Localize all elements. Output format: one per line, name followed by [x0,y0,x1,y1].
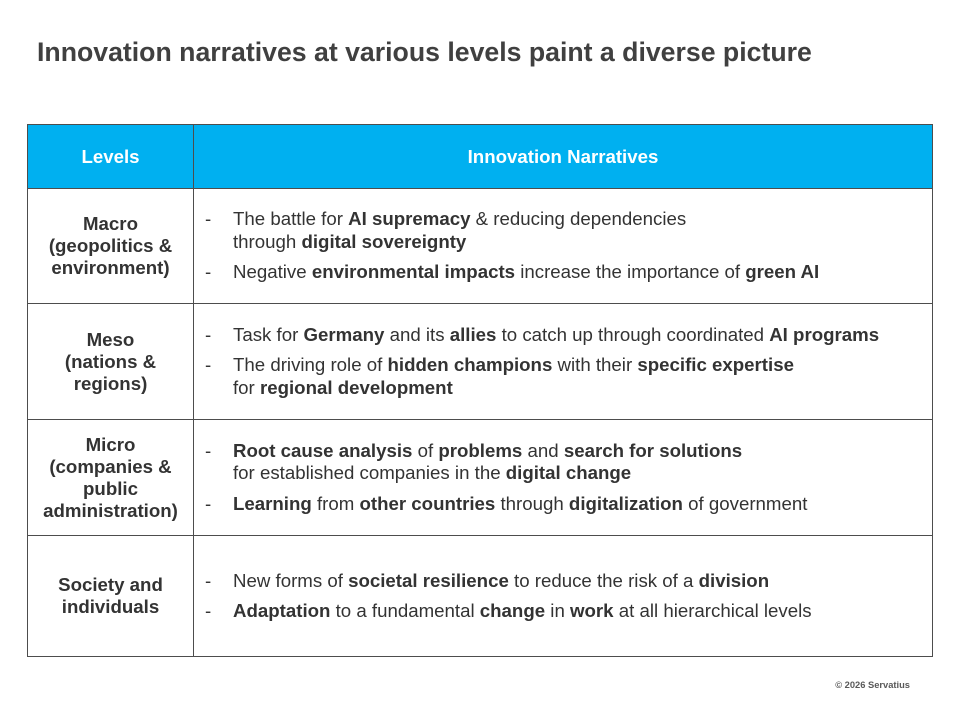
text-segment: in [545,600,570,621]
emphasized-text: problems [438,439,523,461]
bullet-marker: - [205,600,212,621]
text-segment: for [233,376,260,398]
bullet-text [233,493,807,515]
bullet-marker: - [205,492,212,514]
narratives-cell [194,304,933,420]
bullet-line [233,377,794,399]
text-segment: Negative [233,261,312,283]
emphasized-text: AI programs [769,323,880,345]
level-cell [28,304,194,420]
text-segment: New forms of [233,569,349,591]
emphasized-text: change [479,600,546,621]
emphasized-text: Adaptation [233,600,331,621]
bullet-line [233,462,742,484]
table-row [28,536,933,657]
bullet-text [233,324,879,346]
table-row [28,420,933,536]
bullet-line [233,208,686,230]
level-label: Macro (geopolitics & environment) [48,213,173,278]
copyright-notice: © 2026 Servatius [835,680,910,690]
text-segment: through [495,492,569,514]
bullet-line [233,324,879,346]
text-segment: of government [682,492,808,514]
bullet-text [233,354,794,399]
text-segment: of [412,439,439,461]
column-header-label: Levels [81,145,140,167]
bullet-line [233,231,686,253]
narrative-bullet [205,324,932,346]
narratives-table [27,124,933,657]
emphasized-text: Learning [233,492,312,514]
emphasized-text: digital change [505,462,632,484]
bullet-marker: - [205,569,212,591]
text-segment: The driving role of [233,354,388,376]
text-segment: with their [552,354,638,376]
bullet-text [233,208,686,253]
level-cell [28,420,194,536]
emphasized-text: division [698,569,770,591]
bullet-marker: - [205,261,212,283]
bullet-line [233,493,807,515]
narrative-bullet [205,208,932,253]
text-segment: and [522,439,564,461]
bullet-marker: - [205,439,212,461]
emphasized-text: environmental impacts [311,261,516,283]
bullet-line [233,440,742,462]
text-segment: increase the importance of [515,261,746,283]
narrative-bullet [205,261,932,283]
text-segment: to a fundamental [330,600,480,621]
narrative-bullet [205,600,932,622]
table-row [28,304,933,420]
emphasized-text: search for solutions [563,439,743,461]
text-segment: & reducing dependencies [470,208,687,230]
level-label: Meso (nations & regions) [64,328,157,394]
level-label: Micro (companies & public administration) [43,433,178,521]
bullet-marker: - [205,208,212,230]
text-segment: The battle for [233,208,349,230]
emphasized-text: specific expertise [637,354,794,376]
emphasized-text: AI supremacy [348,208,471,230]
bullet-line [233,600,812,622]
bullet-text [233,440,742,485]
table-body [28,189,933,657]
text-segment: for established companies in the [233,462,506,484]
emphasized-text: digital sovereignty [301,230,467,252]
table-row [28,189,933,304]
narrative-bullet [205,570,932,592]
column-header-label: Innovation Narratives [467,145,659,167]
text-segment: Task for [233,323,304,345]
narratives-cell [194,189,933,304]
bullet-line [233,354,794,376]
bullet-marker: - [205,323,212,345]
narrative-bullet [205,354,932,399]
emphasized-text: allies [449,323,497,345]
column-header-innovation-narratives [194,125,933,189]
emphasized-text: work [570,600,614,621]
narratives-cell [194,536,933,657]
level-label: Society and individuals [58,574,163,617]
emphasized-text: other countries [359,492,496,514]
bullet-text [233,600,812,622]
level-cell [28,536,194,657]
text-segment: at all hierarchical levels [613,600,812,621]
text-segment: through [233,230,302,252]
emphasized-text: regional development [259,376,453,398]
bullet-line [233,261,819,283]
column-header-levels [28,125,194,189]
emphasized-text: Root cause analysis [233,439,413,461]
bullet-text [233,570,769,592]
text-segment: to reduce the risk of a [508,569,699,591]
text-segment: and its [384,323,450,345]
narrative-bullet [205,493,932,515]
emphasized-text: societal resilience [348,569,509,591]
bullet-marker: - [205,354,212,376]
bullet-text [233,261,819,283]
emphasized-text: green AI [745,261,820,283]
level-cell [28,189,194,304]
emphasized-text: Germany [303,323,385,345]
table-header-row [28,125,933,189]
emphasized-text: hidden champions [387,354,553,376]
narratives-cell [194,420,933,536]
emphasized-text: digitalization [568,492,683,514]
bullet-line [233,570,769,592]
text-segment: from [311,492,360,514]
narrative-bullet [205,440,932,485]
text-segment: to catch up through coordinated [496,323,770,345]
slide-title: Innovation narratives at various levels paint a diverse picture [37,37,812,67]
